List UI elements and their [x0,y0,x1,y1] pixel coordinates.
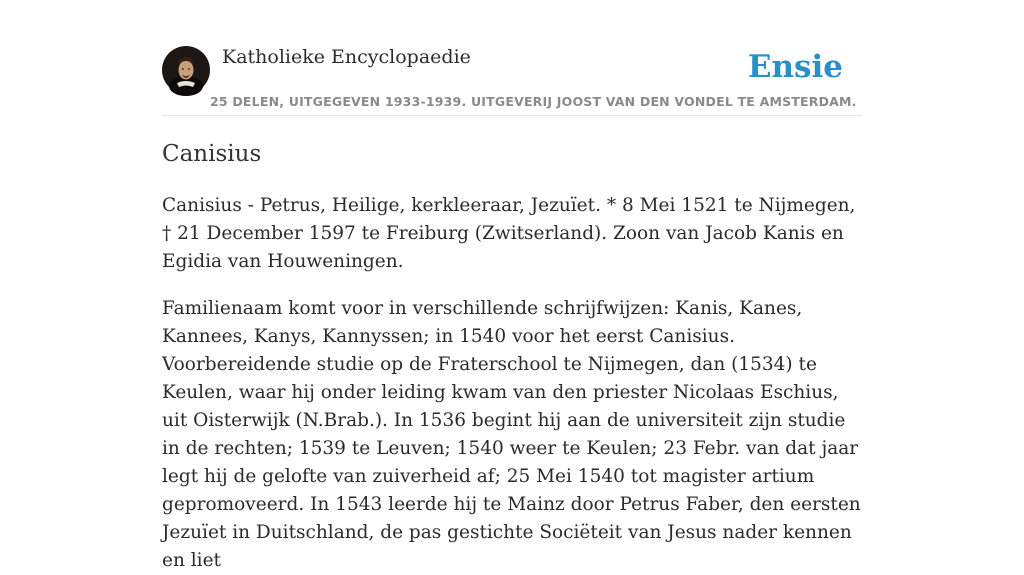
article-paragraph: Canisius - Petrus, Heilige, kerkleeraar, Jezuïet. * 8 Mei 1521 te Nijmegen, † 21 December 1597 te Freiburg (Zwitserland). Zoon van Jacob Kanis en Egidia van Houweningen. [162,195,856,272]
portrait-avatar-icon[interactable] [162,46,210,94]
ensie-logo[interactable]: Ensie [747,49,843,85]
source-meta: 25 DELEN, UITGEGEVEN 1933-1939. UITGEVERIJ JOOST VAN DEN VONDEL TE AMSTERDAM. [210,94,857,109]
source-title[interactable]: Katholieke Encyclopaedie [222,46,471,68]
article [162,138,862,575]
source-header [162,46,862,116]
article-title: Canisius [162,141,262,167]
article-paragraph: Familienaam komt voor in verschillende schrijfwijzen: Kanis, Kanes, Kannees, Kanys, Kannyssen; in 1540 voor het eerst Canisius. Voorbereidende studie op de Fraterschool te Nijmegen, dan (1534) te Keulen, waar hij onder leiding kwam van den priester Nicolaas Eschius, uit Oisterwijk (N.Brab.). In 1536 begint hij aan de universiteit zijn studie in de rechten; 1539 te Leuven; 1540 weer te Keulen; 23 Febr. van dat jaar legt hij de gelofte van zuiverheid af; 25 Mei 1540 tot magister artium gepromoveerd. In 1543 leerde hij te Mainz door Petrus Faber, den eersten Jezuïet in Duitschland, de pas gestichte Sociëteit van Jesus nader kennen en liet [162,298,861,571]
